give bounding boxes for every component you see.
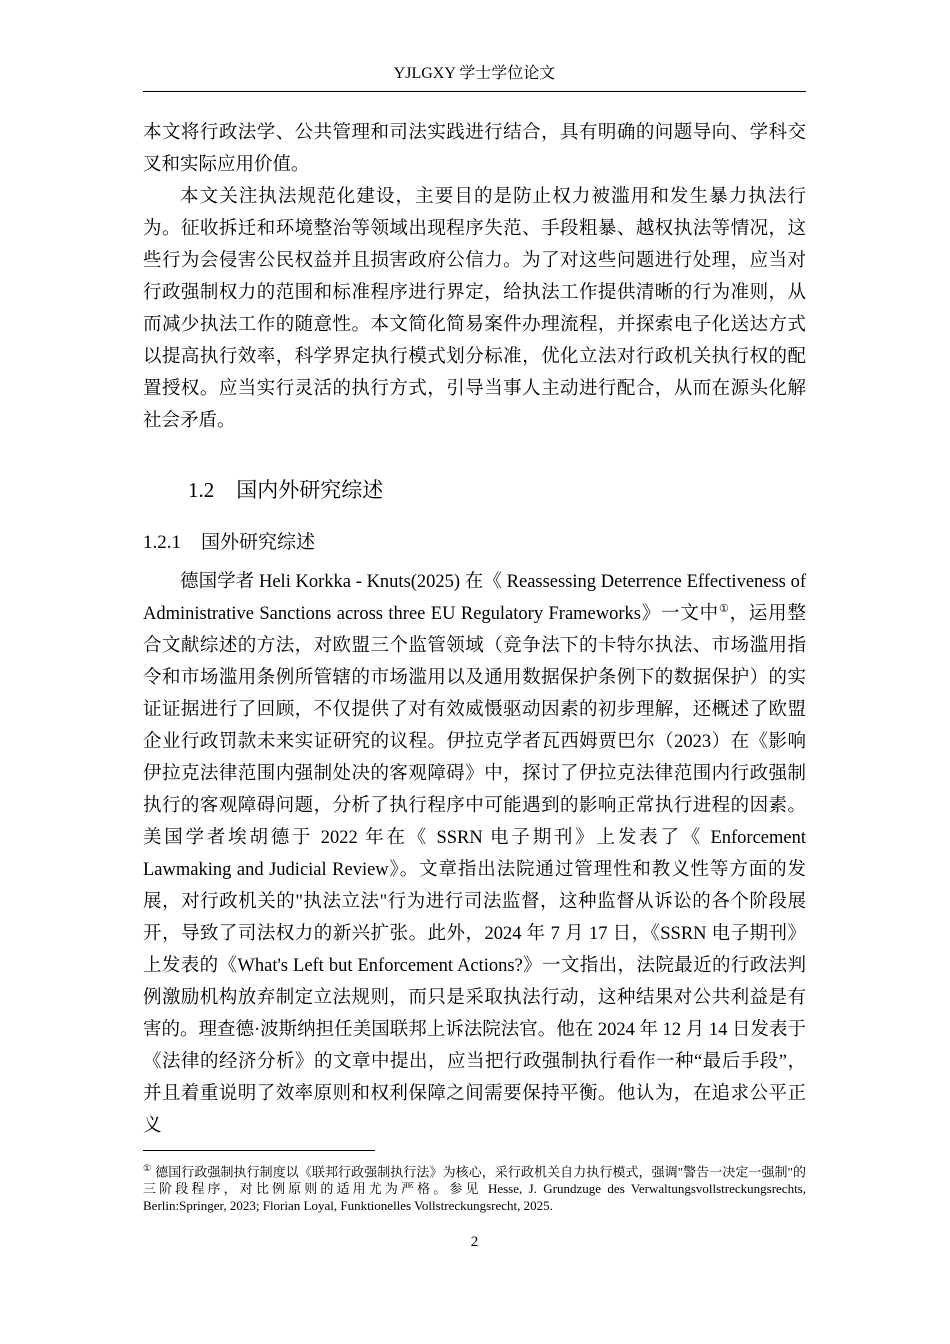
running-header: YJLGXY 学士学位论文 — [393, 65, 556, 82]
footnote-reference[interactable]: ① — [718, 602, 730, 615]
footnote-text: 德国行政强制执行制度以《联邦行政强制执行法》为核心，采行政机关自力执行模式，强调"警告一决定一强制"的三阶段程序，对比例原则的适用尤为严格。参见 Hesse, J. Grundzuge des Verwaltungsvollstreckungsrechts, Berlin:Springer, 2023; Florian Loyal, Funktionelles Vollstreckungsrecht, 2025. — [143, 1164, 806, 1214]
paragraph-2: 本文关注执法规范化建设，主要目的是防止权力被滥用和发生暴力执法行为。征收拆迁和环境整治等领域出现程序失范、手段粗暴、越权执法等情况，这些行为会侵害公民权益并且损害政府公信力。为了对这些问题进行处理，应当对行政强制权力的范围和标准程序进行界定，给执法工作提供清晰的行为准则，从而减少执法工作的随意性。本文简化简易案件办理流程，并探索电子化送达方式以提高执行效率，科学界定执行模式划分标准，优化立法对行政机关执行权的配置授权。应当实行灵活的执行方式，引导当事人主动进行配合，从而在源头化解社会矛盾。 — [143, 187, 806, 431]
main-text-block — [143, 566, 806, 1142]
footnote-mark: ① — [143, 1163, 152, 1173]
footnote — [143, 1160, 806, 1214]
subsection-number: 1.2.1 — [143, 532, 181, 553]
paragraph-3-part-2: ，运用整合文献综述的方法，对欧盟三个监管领域（竞争法下的卡特尔执法、市场滥用指令和市场滥用条例所管辖的市场滥用以及通用数据保护条例下的数据保护）的实证证据进行了回顾，不仅提供了对有效威慑驱动因素的初步理解，还概述了欧盟企业行政罚款未来实证研究的议程。伊拉克学者瓦西姆贾巴尔（2023）在《影响伊拉克法律范围内强制处决的客观障碍》中，探讨了伊拉克法律范围内行政强制执行的客观障碍问题，分析了执行程序中可能遇到的影响正常执行进程的因素。美国学者埃胡德于 2022 年在《 SSRN 电子期刊》上发表了《 Enforcement Lawmaking and Judicial Review》。文章指出法院通过管理性和教义性等方面的发展，对行政机关的"执法立法"行为进行司法监督，这种监督从诉讼的各个阶段展开，导致了司法权力的新兴扩张。此外，2024 年 7 月 17 日，《SSRN 电子期刊》上发表的《What's Left but Enforcement Actions?》一文指出，法院最近的行政法判例激励机构放弃制定立法规则，而只是采取执法行动，这种结果对公共利益是有害的。理查德·波斯纳担任美国联邦上诉法院法官。他在 2024 年 12 月 14 日发表于《法律的经济分析》的文章中提出，应当把行政强制执行看作一种“最后手段”，并且着重说明了效率原则和权利保障之间需要保持平衡。他认为，在追求公平正义 — [143, 604, 806, 1136]
footnote-rule — [143, 1150, 375, 1151]
section-title: 国内外研究综述 — [236, 478, 384, 502]
subsection-heading — [143, 526, 315, 559]
paragraph-3-part-1: 德国学者 Heli Korkka - Knuts(2025) 在《 Reassessing Deterrence Effectiveness of Administrative Sanctions across three EU Regulatory Frameworks》一文中 — [143, 572, 806, 624]
header-rule — [143, 91, 806, 92]
subsection-title: 国外研究综述 — [201, 531, 316, 553]
section-number: 1.2 — [188, 478, 215, 502]
paragraph-3 — [143, 566, 806, 1142]
page-number: 2 — [470, 1234, 479, 1250]
intro-text-block — [143, 117, 806, 437]
section-heading — [188, 474, 383, 506]
paragraph-1: 本文将行政法学、公共管理和司法实践进行结合，具有明确的问题导向、学科交叉和实际应用价值。 — [143, 123, 806, 175]
